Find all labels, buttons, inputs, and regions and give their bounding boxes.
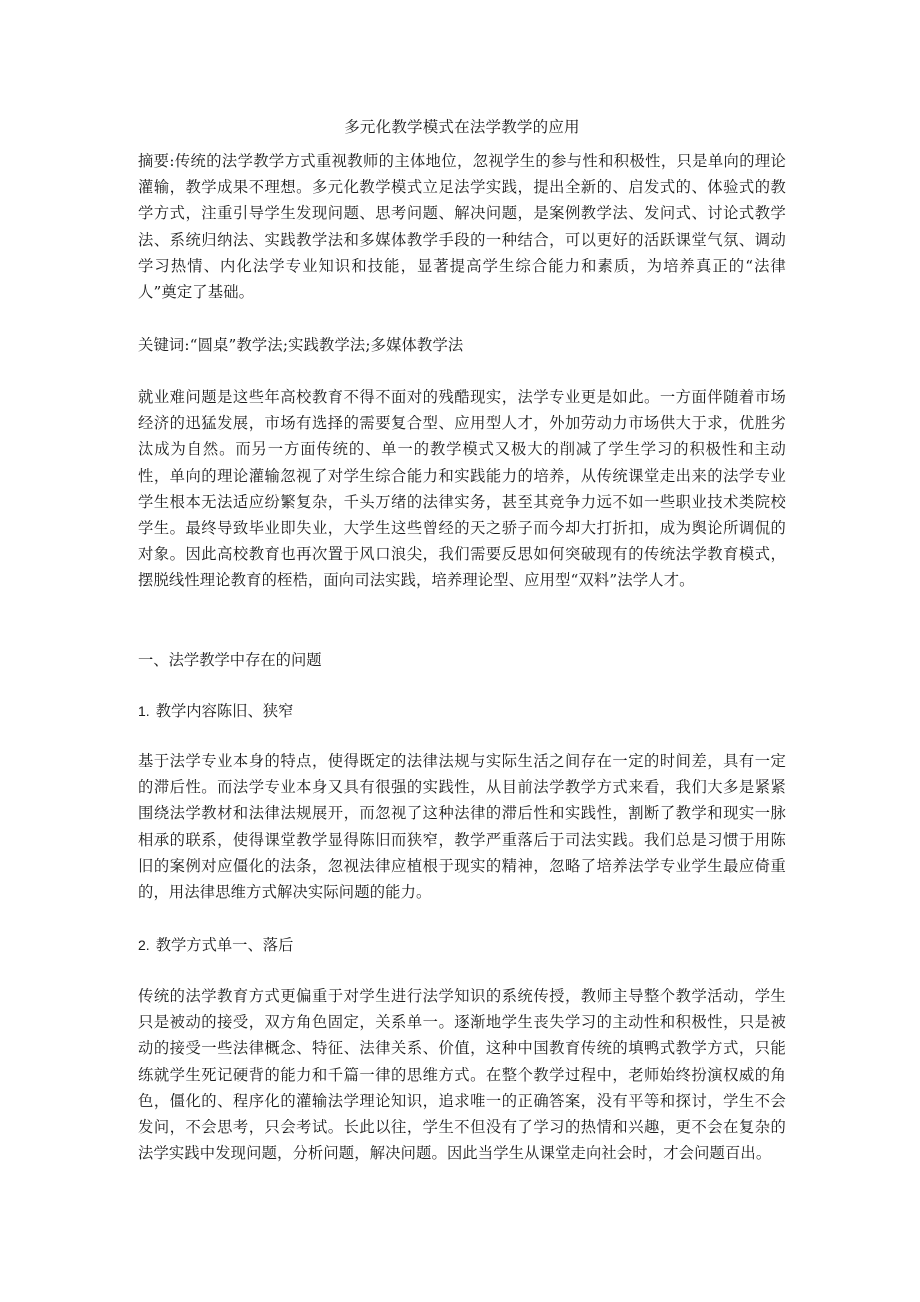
subsection-number: 2. (138, 937, 150, 953)
subsection-title: 教学方式单一、落后 (155, 936, 294, 954)
subsection-2-paragraph: 传统的法学教育方式更偏重于对学生进行法学知识的系统传授，教师主导整个教学活动，学生只是被动的接受，双方角色固定，关系单一。逐渐地学生丧失学习的主动性和积极性，只是被动的接受一些法律概念、特征、法律关系、价值，这种中国教育传统的填鸭式教学方式，只能练就学生死记硬背的能力和千篇一律的思维方式。在整个教学过程中，老师始终扮演权威的角色，僵化的、程序化的灌输法学理论知识，追求唯一的正确答案，没有平等和探讨，学生不会发问，不会思考，只会考试。长此以往，学生不但没有了学习的热情和兴趣，更不会在复杂的法学实践中发现问题，分析问题，解决问题。因此当学生从课堂走向社会时，才会问题百出。 (138, 987, 786, 1163)
intro-paragraph: 就业难问题是这些年高校教育不得不面对的残酷现实，法学专业更是如此。一方面伴随着市场经济的迅猛发展，市场有选择的需要复合型、应用型人才，外加劳动力市场供大于求，优胜劣汰成为自然。而另一方面传统的、单一的教学模式又极大的削减了学生学习的积极性和主动性，单向的理论灌输忽视了对学生综合能力和实践能力的培养，从传统课堂走出来的法学专业学生根本无法适应纷繁复杂，千头万绪的法律实务，甚至其竞争力远不如一些职业技术类院校学生。最终导致毕业即失业，大学生这些曾经的天之骄子而今却大打折扣，成为舆论所调侃的对象。因此高校教育也再次置于风口浪尖，我们需要反思如何突破现有的传统法学教育模式，摆脱线性理论教育的桎梏，面向司法实践，培养理论型、应用型“双料”法学人才。 (138, 388, 786, 590)
subsection-heading-2 (138, 932, 786, 958)
keywords-line: 关键词:“圆桌”教学法;实践教学法;多媒体教学法 (138, 336, 464, 354)
subsection-1-paragraph: 基于法学专业本身的特点，使得既定的法律法规与实际生活之间存在一定的时间差，具有一定的滞后性。而法学专业本身又具有很强的实践性，从目前法学教学方式来看，我们大多是紧紧围绕法学教材和法律法规展开，而忽视了这种法律的滞后性和实践性，割断了教学和现实一脉相承的联系，使得课堂教学显得陈旧而狭窄，教学严重落后于司法实践。我们总是习惯于用陈旧的案例对应僵化的法条，忽视法律应植根于现实的精神，忽略了培养法学专业学生最应倚重的，用法律思维方式解决实际问题的能力。 (138, 752, 786, 902)
subsection-title: 教学内容陈旧、狭窄 (155, 702, 294, 720)
subsection-number: 1. (138, 703, 150, 719)
abstract-paragraph: 摘要:传统的法学教学方式重视教师的主体地位，忽视学生的参与性和积极性，只是单向的理论灌输，教学成果不理想。多元化教学模式立足法学实践，提出全新的、启发式的、体验式的教学方式，注重引导学生发现问题、思考问题、解决问题，是案例教学法、发问式、讨论式教学法、系统归纳法、实践教学法和多媒体教学手段的一种结合，可以更好的活跃课堂气氛、调动学习热情、内化法学专业知识和技能，显著提高学生综合能力和素质，为培养真正的“法律人”奠定了基础。 (138, 152, 786, 302)
section-heading-1: 一、法学教学中存在的问题 (138, 651, 322, 669)
document-title: 多元化教学模式在法学教学的应用 (344, 118, 580, 136)
subsection-heading-1 (138, 698, 786, 724)
